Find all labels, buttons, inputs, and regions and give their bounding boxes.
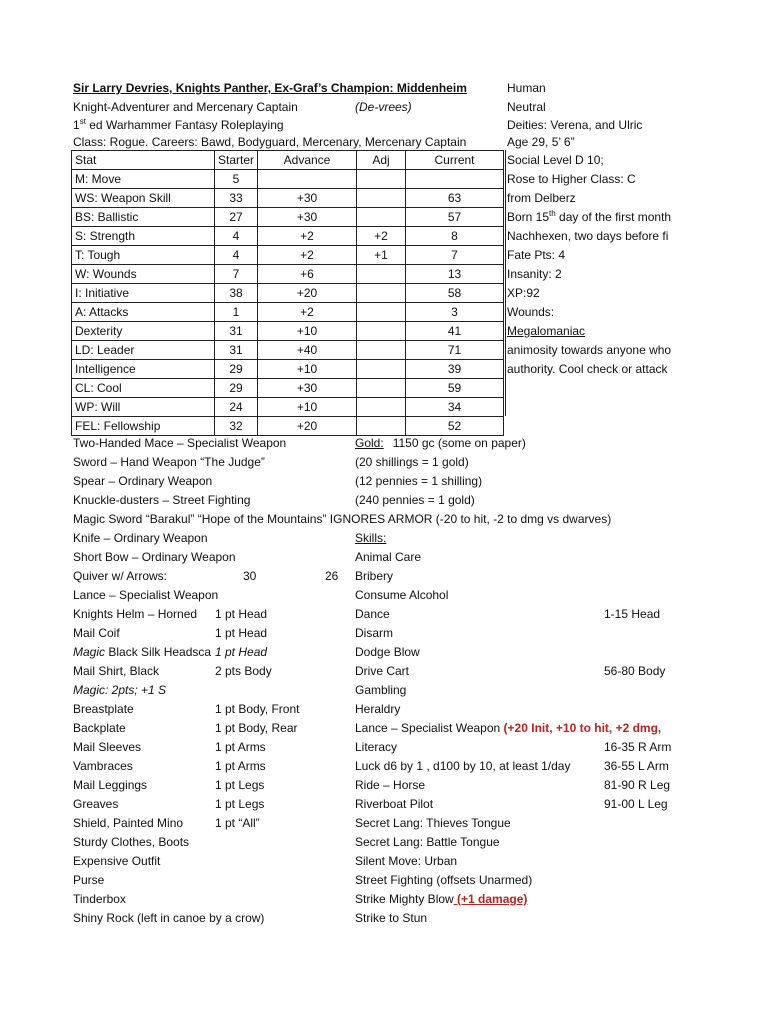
- quiver-count-a: 30: [243, 569, 257, 583]
- skill-item: [355, 700, 400, 719]
- animosity: animosity towards anyone who: [507, 343, 672, 357]
- armor-name: [73, 605, 213, 624]
- skill-name: Luck d6 by 1 , d100 by 10, at least 1/day: [355, 759, 571, 773]
- insanity: Insanity: 2: [507, 267, 562, 281]
- armor-name: [73, 719, 213, 738]
- armor-name: [73, 795, 213, 814]
- armor-name: [73, 681, 273, 700]
- armor-value: 1 pt “All”: [215, 816, 260, 830]
- race: Human: [507, 81, 546, 95]
- armor-name: [73, 757, 213, 776]
- stat-current: 3: [406, 303, 504, 322]
- lance-bonus: (+20 Init, +10 to hit, +2 dmg,: [503, 721, 662, 735]
- authority: authority. Cool check or attack: [507, 362, 668, 376]
- skill-name: Secret Lang: Battle Tongue: [355, 835, 500, 849]
- stat-row: [72, 246, 504, 265]
- stat-table: [71, 150, 504, 436]
- stat-row: [72, 284, 504, 303]
- armor-name-text: Black Silk Headsca: [105, 645, 212, 659]
- skill-name: Animal Care: [355, 550, 422, 564]
- stat-name: Intelligence: [72, 360, 215, 379]
- armor-value: 1 pt Head: [215, 626, 268, 640]
- gold-value: 1150 gc (some on paper): [392, 436, 526, 450]
- stat-adj: [357, 208, 406, 227]
- stat-starter: 5: [215, 170, 258, 189]
- stat-header-row: [72, 151, 504, 170]
- stat-name: I: Initiative: [72, 284, 215, 303]
- weapon-short-bow: Short Bow – Ordinary Weapon: [73, 550, 236, 564]
- skill-name: Lance – Specialist Weapon: [355, 721, 504, 735]
- stat-adj: +1: [357, 246, 406, 265]
- skill-name: Bribery: [355, 569, 394, 583]
- skill-item: [355, 624, 393, 643]
- armor-name: [73, 814, 213, 833]
- stat-row: [72, 265, 504, 284]
- skill-item: [355, 605, 390, 624]
- stat-advance: +30: [258, 189, 357, 208]
- armor-name-text: Shield, Painted Mino: [73, 816, 184, 830]
- stat-name: BS: Ballistic: [72, 208, 215, 227]
- skill-item: [355, 776, 425, 795]
- armor-name-text: Magic: 2pts; +1 S: [73, 683, 167, 697]
- armor-name-text: Vambraces: [73, 759, 133, 773]
- age: Age 29, 5’ 6”: [507, 135, 575, 149]
- armor-name: [73, 738, 213, 757]
- stat-adj: [357, 379, 406, 398]
- skill-name: Riverboat Pilot: [355, 797, 434, 811]
- skill-item: [355, 586, 448, 605]
- stat-advance: +2: [258, 227, 357, 246]
- skill-item: [355, 890, 527, 909]
- header-starter: Starter: [215, 151, 258, 170]
- edition-suffix: st: [79, 117, 86, 126]
- class-line: Class: Rogue. Careers: Bawd, Bodyguard, Mercenary, Mercenary Captain: [73, 135, 467, 149]
- stat-current: 58: [406, 284, 504, 303]
- stat-starter: 1: [215, 303, 258, 322]
- stat-advance: [258, 170, 357, 189]
- gear-item: Sturdy Clothes, Boots: [73, 835, 190, 849]
- hit-location: 91-00 L Leg: [604, 797, 668, 811]
- gold-shillings: (20 shillings = 1 gold): [355, 455, 469, 469]
- born-suffix: th: [549, 209, 556, 218]
- armor-name: [73, 643, 213, 662]
- skill-name: Drive Cart: [355, 664, 410, 678]
- armor-value: 1 pt Arms: [215, 740, 266, 754]
- armor-name-italic: Magic: [73, 645, 106, 659]
- armor-value: 1 pt Arms: [215, 759, 266, 773]
- stat-name: WS: Weapon Skill: [72, 189, 215, 208]
- header-adj: Adj: [357, 151, 406, 170]
- armor-name: [73, 662, 213, 681]
- skill-item: [355, 567, 393, 586]
- armor-name: [73, 700, 213, 719]
- stat-adj: [357, 170, 406, 189]
- stat-advance: +10: [258, 398, 357, 417]
- skill-name: Strike Mighty Blow: [355, 892, 454, 906]
- skill-item: [355, 871, 532, 890]
- xp: XP:92: [507, 286, 540, 300]
- stat-adj: [357, 284, 406, 303]
- hit-location: 56-80 Body: [604, 664, 666, 678]
- stat-current: 59: [406, 379, 504, 398]
- armor-value: 1 pt Body, Front: [215, 702, 300, 716]
- edition-text: ed Warhammer Fantasy Roleplaying: [85, 118, 284, 132]
- stat-current: 7: [406, 246, 504, 265]
- weapon-knuckle: Knuckle-dusters – Street Fighting: [73, 493, 251, 507]
- sheet-title: Sir Larry Devries, Knights Panther, Ex-Graf’s Champion: Middenheim: [73, 81, 467, 95]
- hit-location: 1-15 Head: [604, 607, 661, 621]
- stat-starter: 27: [215, 208, 258, 227]
- gold-label: Gold:: [355, 436, 384, 450]
- quiver: Quiver w/ Arrows:: [73, 569, 168, 583]
- stat-starter: 32: [215, 417, 258, 436]
- stat-adj: [357, 398, 406, 417]
- skills-label: Skills:: [355, 531, 387, 545]
- skill-item: [355, 662, 409, 681]
- alignment: Neutral: [507, 100, 546, 114]
- gear-item: Tinderbox: [73, 892, 126, 906]
- stat-name: CL: Cool: [72, 379, 215, 398]
- header-advance: Advance: [258, 151, 357, 170]
- stat-adj: [357, 265, 406, 284]
- armor-name-text: Mail Leggings: [73, 778, 148, 792]
- skill-item: [355, 719, 661, 738]
- hit-location: 16-35 R Arm: [604, 740, 672, 754]
- armor-value: 1 pt Legs: [215, 797, 265, 811]
- skill-item: [355, 833, 500, 852]
- skill-name: Literacy: [355, 740, 398, 754]
- stat-adj: +2: [357, 227, 406, 246]
- gear-item: Shiny Rock (left in canoe by a crow): [73, 911, 265, 925]
- stat-adj: [357, 360, 406, 379]
- gear-item: Expensive Outfit: [73, 854, 161, 868]
- stat-row: [72, 341, 504, 360]
- gold-pennies-gold: (240 pennies = 1 gold): [355, 493, 475, 507]
- skill-item: [355, 643, 420, 662]
- hit-location: 36-55 L Arm: [604, 759, 669, 773]
- stat-current: 71: [406, 341, 504, 360]
- wounds: Wounds:: [507, 305, 555, 319]
- stat-name: FEL: Fellowship: [72, 417, 215, 436]
- weapon-mace: Two-Handed Mace – Specialist Weapon: [73, 436, 287, 450]
- armor-value: 1 pt Head: [215, 645, 268, 659]
- skill-item: [355, 852, 457, 871]
- stat-advance: +10: [258, 322, 357, 341]
- armor-name-text: Mail Coif: [73, 626, 120, 640]
- stat-current: 63: [406, 189, 504, 208]
- armor-name-text: Greaves: [73, 797, 119, 811]
- stat-advance: +2: [258, 303, 357, 322]
- armor-value: 1 pt Head: [215, 607, 268, 621]
- deities: Deities: Verena, and Ulric: [507, 118, 643, 132]
- stat-row: [72, 360, 504, 379]
- social-level: Social Level D 10;: [507, 153, 604, 167]
- skill-name: Silent Move: Urban: [355, 854, 458, 868]
- stat-current: 39: [406, 360, 504, 379]
- skill-name: Gambling: [355, 683, 407, 697]
- gold-pennies-shilling: (12 pennies = 1 shilling): [355, 474, 483, 488]
- stat-name: A: Attacks: [72, 303, 215, 322]
- stat-row: [72, 417, 504, 436]
- stat-starter: 7: [215, 265, 258, 284]
- stat-advance: +20: [258, 284, 357, 303]
- skill-item: [355, 814, 511, 833]
- skill-item: [355, 909, 427, 928]
- gear-item: Purse: [73, 873, 105, 887]
- magic-sword: Magic Sword “Barakul” “Hope of the Mountains” IGNORES ARMOR (-20 to hit, -2 to dmg vs dwarves): [73, 512, 612, 526]
- from-place: from Delberz: [507, 191, 576, 205]
- armor-value: 2 pts Body: [215, 664, 272, 678]
- header-current: Current: [406, 151, 504, 170]
- stat-row: [72, 170, 504, 189]
- skill-name: Dodge Blow: [355, 645, 420, 659]
- pronunciation: (De-vrees): [355, 100, 412, 114]
- stat-body: [72, 170, 504, 436]
- skill-item: [355, 738, 397, 757]
- born-line: [507, 208, 671, 227]
- gold-line: [355, 434, 526, 453]
- stat-starter: 38: [215, 284, 258, 303]
- stat-name: W: Wounds: [72, 265, 215, 284]
- skill-name: Consume Alcohol: [355, 588, 449, 602]
- stat-advance: +10: [258, 360, 357, 379]
- header-stat: Stat: [72, 151, 215, 170]
- skill-item: [355, 548, 421, 567]
- stat-current: 34: [406, 398, 504, 417]
- stat-current: 41: [406, 322, 504, 341]
- stat-current: [406, 170, 504, 189]
- stat-starter: 31: [215, 341, 258, 360]
- armor-value: 1 pt Body, Rear: [215, 721, 298, 735]
- skill-item: [355, 757, 570, 776]
- stat-adj: [357, 189, 406, 208]
- skill-name: Disarm: [355, 626, 393, 640]
- stat-advance: +20: [258, 417, 357, 436]
- nachhexen: Nachhexen, two days before fi: [507, 229, 669, 243]
- stat-starter: 29: [215, 360, 258, 379]
- stat-adj: [357, 341, 406, 360]
- armor-name: [73, 624, 213, 643]
- skill-name: Heraldry: [355, 702, 401, 716]
- megalomaniac: Megalomaniac: [507, 324, 586, 338]
- stat-name: T: Tough: [72, 246, 215, 265]
- stat-advance: +6: [258, 265, 357, 284]
- stat-name: Dexterity: [72, 322, 215, 341]
- skill-name: Secret Lang: Thieves Tongue: [355, 816, 511, 830]
- armor-value: 1 pt Legs: [215, 778, 265, 792]
- stat-row: [72, 398, 504, 417]
- stat-starter: 4: [215, 227, 258, 246]
- stat-row: [72, 189, 504, 208]
- stat-starter: 4: [215, 246, 258, 265]
- stat-starter: 31: [215, 322, 258, 341]
- stat-starter: 29: [215, 379, 258, 398]
- armor-name-text: Knights Helm – Horned: [73, 607, 198, 621]
- armor-name-text: Mail Shirt, Black: [73, 664, 160, 678]
- born-text-rest: day of the first month: [555, 210, 672, 224]
- stat-row: [72, 208, 504, 227]
- stat-current: 13: [406, 265, 504, 284]
- skill-item: [355, 795, 433, 814]
- stat-name: LD: Leader: [72, 341, 215, 360]
- armor-name-text: Breastplate: [73, 702, 134, 716]
- stat-row: [72, 303, 504, 322]
- weapon-knife: Knife – Ordinary Weapon: [73, 531, 208, 545]
- stat-name: M: Move: [72, 170, 215, 189]
- armor-name-text: Backplate: [73, 721, 126, 735]
- stat-current: 57: [406, 208, 504, 227]
- skill-name: Street Fighting (offsets Unarmed): [355, 873, 533, 887]
- stat-adj: [357, 417, 406, 436]
- bio-box-border: [505, 150, 506, 416]
- mighty-blow-bonus: (+1 damage): [453, 892, 528, 906]
- weapon-lance: Lance – Specialist Weapon: [73, 588, 219, 602]
- stat-starter: 24: [215, 398, 258, 417]
- stat-row: [72, 379, 504, 398]
- subtitle: Knight-Adventurer and Mercenary Captain: [73, 100, 298, 114]
- stat-starter: 33: [215, 189, 258, 208]
- stat-row: [72, 227, 504, 246]
- skill-name: Ride – Horse: [355, 778, 426, 792]
- stat-current: 52: [406, 417, 504, 436]
- rose-to-class: Rose to Higher Class: C: [507, 172, 636, 186]
- stat-advance: +40: [258, 341, 357, 360]
- skill-name: Strike to Stun: [355, 911, 428, 925]
- stat-current: 8: [406, 227, 504, 246]
- weapon-spear: Spear – Ordinary Weapon: [73, 474, 213, 488]
- stat-advance: +30: [258, 208, 357, 227]
- born-text: Born 15: [507, 210, 550, 224]
- stat-adj: [357, 322, 406, 341]
- edition-number: 1: [73, 118, 80, 132]
- armor-name: [73, 776, 213, 795]
- stat-adj: [357, 303, 406, 322]
- stat-advance: +2: [258, 246, 357, 265]
- armor-name-text: Mail Sleeves: [73, 740, 142, 754]
- fate-points: Fate Pts: 4: [507, 248, 566, 262]
- stat-name: WP: Will: [72, 398, 215, 417]
- quiver-count-b: 26: [325, 569, 339, 583]
- skill-item: [355, 681, 406, 700]
- stat-row: [72, 322, 504, 341]
- hit-location: 81-90 R Leg: [604, 778, 671, 792]
- stat-advance: +30: [258, 379, 357, 398]
- skill-name: Dance: [355, 607, 390, 621]
- weapon-sword: Sword – Hand Weapon “The Judge”: [73, 455, 265, 469]
- stat-name: S: Strength: [72, 227, 215, 246]
